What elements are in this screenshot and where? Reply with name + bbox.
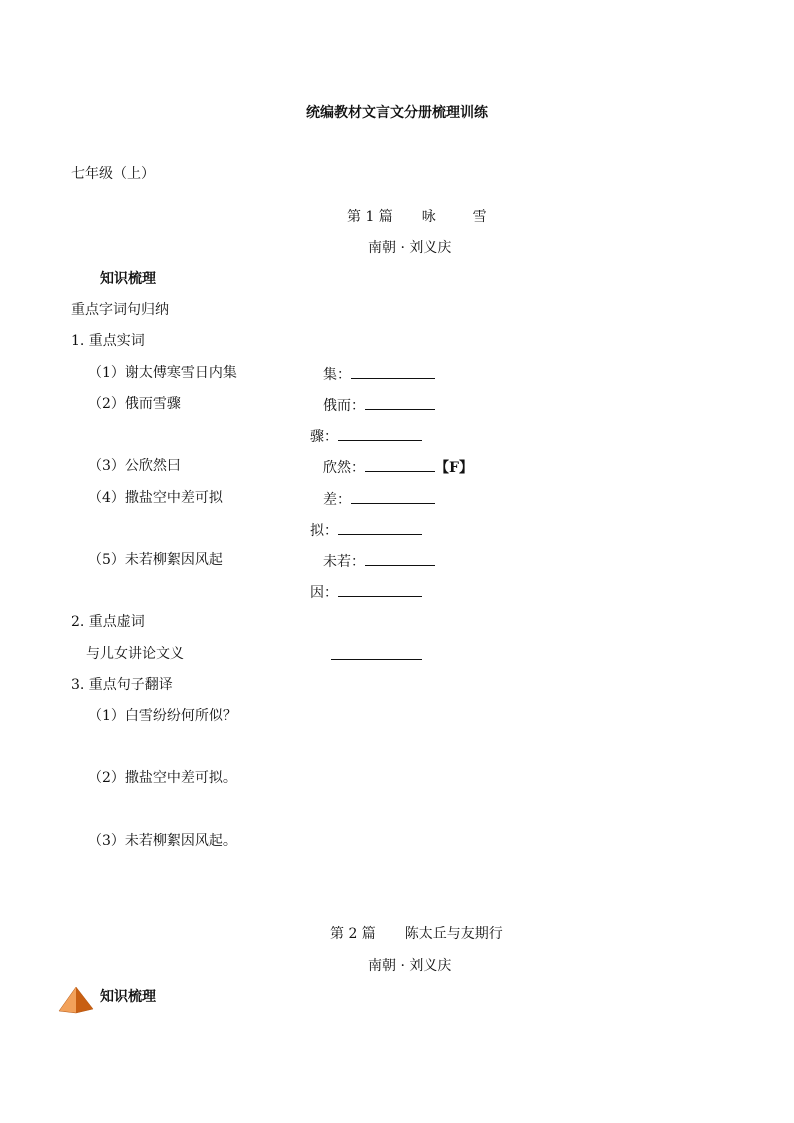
word-key: 差：	[323, 492, 351, 508]
word-answer-row	[310, 582, 422, 602]
pyramid-icon	[58, 986, 94, 1014]
word-key: 骤：	[310, 429, 338, 445]
grade-label: 七年级（上）	[71, 166, 155, 182]
answer-blank[interactable]	[351, 364, 435, 379]
word-question: （3）公欣然曰	[88, 458, 181, 474]
section-function-words: 2. 重点虚词	[71, 614, 145, 630]
translation-sentence: （2）撒盐空中差可拟。	[88, 770, 237, 786]
word-question: （5）未若柳絮因风起	[88, 552, 223, 568]
word-question: （2）俄而雪骤	[88, 396, 181, 412]
word-answer-row	[310, 426, 422, 446]
lesson2-author: 南朝 · 刘义庆	[368, 958, 452, 974]
answer-blank[interactable]	[331, 645, 422, 660]
function-word-sentence: 与儿女讲论文义	[86, 646, 184, 662]
lesson1-number: 第 1 篇	[347, 209, 393, 225]
lesson1-heading-row	[347, 208, 487, 226]
summary-heading: 重点字词句归纳	[71, 302, 169, 318]
lesson2-knowledge-heading: 知识梳理	[100, 989, 156, 1005]
word-answer-row	[323, 551, 435, 571]
lesson2-number: 第 2 篇	[330, 926, 376, 942]
answer-blank[interactable]	[365, 457, 435, 472]
word-key: 集：	[323, 367, 351, 383]
answer-blank[interactable]	[338, 520, 422, 535]
word-key: 拟：	[310, 523, 338, 539]
section-translation: 3. 重点句子翻译	[71, 677, 173, 693]
answer-blank[interactable]	[338, 426, 422, 441]
word-key: 欣然：	[323, 460, 365, 476]
lesson1-title-char1: 咏	[421, 209, 436, 225]
word-question: （4）撒盐空中差可拟	[88, 490, 223, 506]
word-answer-row	[323, 364, 435, 384]
answer-blank[interactable]	[365, 551, 435, 566]
answer-blank[interactable]	[351, 489, 435, 504]
document-title: 统编教材文言文分册梳理训练	[306, 105, 488, 121]
translation-sentence: （1）白雪纷纷何所似？	[88, 708, 237, 724]
word-answer-row	[310, 520, 422, 540]
answer-blank[interactable]	[338, 582, 422, 597]
word-key: 俄而：	[323, 398, 365, 414]
section-content-words: 1. 重点实词	[71, 333, 145, 349]
item-tag: 【F】	[435, 460, 473, 476]
lesson1-knowledge-heading: 知识梳理	[100, 271, 156, 287]
function-word-answer	[331, 645, 422, 665]
lesson2-heading-row	[330, 925, 503, 943]
word-answer-row	[323, 489, 435, 509]
lesson1-author: 南朝 · 刘义庆	[368, 240, 452, 256]
word-question: （1）谢太傅寒雪日内集	[88, 365, 237, 381]
word-key: 未若：	[323, 554, 365, 570]
lesson2-title: 陈太丘与友期行	[404, 926, 503, 942]
word-answer-row	[323, 457, 473, 477]
word-answer-row	[323, 395, 435, 415]
answer-blank[interactable]	[365, 395, 435, 410]
translation-sentence: （3）未若柳絮因风起。	[88, 833, 237, 849]
word-key: 因：	[310, 585, 338, 601]
lesson1-title-char2: 雪	[472, 209, 487, 225]
